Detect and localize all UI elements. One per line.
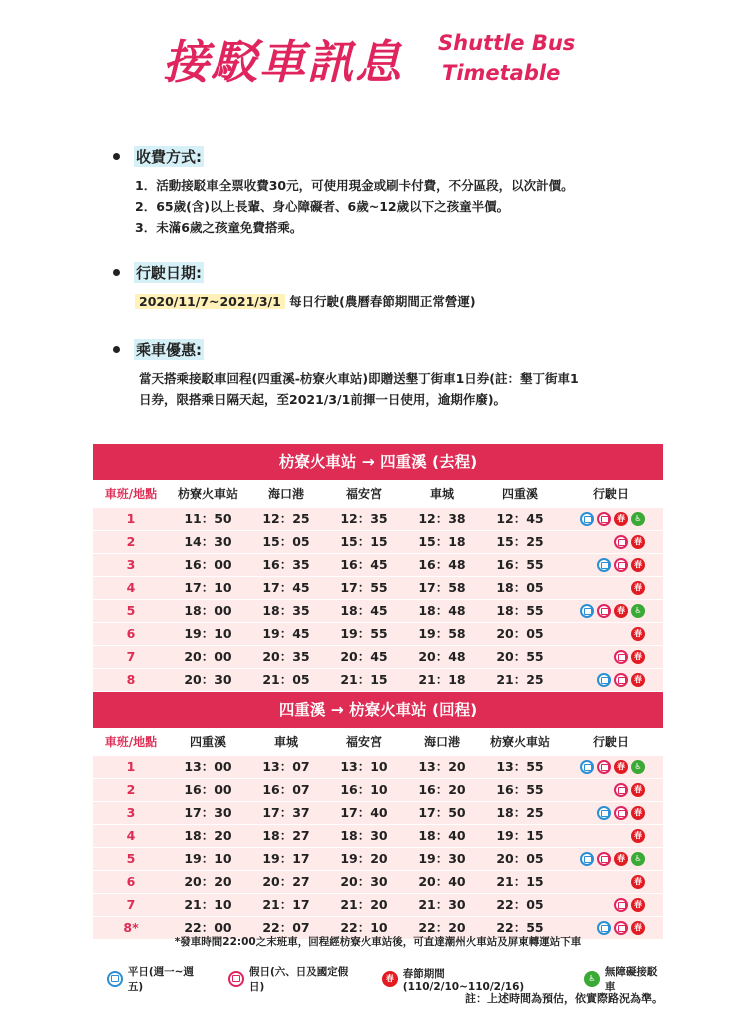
time-cell: 16：48 xyxy=(418,557,466,572)
holiday-bus-icon xyxy=(614,806,628,820)
service-days xyxy=(559,554,663,576)
time-cell: 20：48 xyxy=(418,649,466,664)
table-row xyxy=(93,669,663,692)
spring-festival-icon: 春 xyxy=(631,783,645,797)
holiday-bus-icon xyxy=(614,921,628,935)
holiday-bus-icon xyxy=(614,650,628,664)
header-cell: 枋寮火車站 xyxy=(177,487,238,501)
time-cell: 22：20 xyxy=(418,920,466,935)
spring-festival-icon: 春 xyxy=(631,581,645,595)
accessible-icon: ♿ xyxy=(631,760,645,774)
table-row xyxy=(93,600,663,623)
time-cell: 22：05 xyxy=(496,897,544,912)
time-cell: 15：25 xyxy=(496,534,544,549)
spring-festival-icon: 春 xyxy=(631,921,645,935)
offer-line: 當天搭乘接駁車回程(四重溪-枋寮火車站)即贈送墾丁街車1日券(註：墾丁街車1 xyxy=(139,371,579,386)
time-cell: 18：00 xyxy=(184,603,232,618)
fare-title: 收費方式: xyxy=(136,148,202,166)
table-row xyxy=(93,508,663,531)
time-cell: 15：15 xyxy=(340,534,388,549)
time-cell: 16：55 xyxy=(496,782,544,797)
weekday-bus-icon xyxy=(580,604,594,618)
time-cell: 19：30 xyxy=(418,851,466,866)
spring-festival-icon: 春 xyxy=(631,829,645,843)
spring-festival-icon: 春 xyxy=(614,852,628,866)
time-cell: 16：45 xyxy=(340,557,388,572)
service-days xyxy=(559,894,663,916)
time-cell: 17：10 xyxy=(184,580,232,595)
trip-number: 1 xyxy=(126,759,136,774)
accessible-icon: ♿ xyxy=(631,512,645,526)
last-bus-note: *發車時間22:00之末班車，回程經枋寮火車站後，可直達潮州火車站及屏東轉運站下車 xyxy=(174,936,582,948)
weekday-bus-icon xyxy=(580,512,594,526)
holiday-bus-icon xyxy=(597,760,611,774)
time-cell: 21：30 xyxy=(418,897,466,912)
holiday-bus-icon xyxy=(614,535,628,549)
time-cell: 19：45 xyxy=(262,626,310,641)
table-row xyxy=(93,894,663,917)
time-cell: 15：18 xyxy=(418,534,466,549)
time-cell: 17：40 xyxy=(340,805,388,820)
time-cell: 20：05 xyxy=(496,626,544,641)
holiday-bus-icon xyxy=(614,898,628,912)
time-cell: 18：40 xyxy=(418,828,466,843)
trip-number: 8 xyxy=(126,672,136,687)
time-cell: 20：35 xyxy=(262,649,310,664)
time-cell: 17：50 xyxy=(418,805,466,820)
operation-title: 行駛日期: xyxy=(136,264,202,282)
time-cell: 16：20 xyxy=(418,782,466,797)
subtitle-line-1: Shuttle Bus xyxy=(438,31,576,55)
service-days xyxy=(559,508,663,530)
header-cell: 車城 xyxy=(273,735,298,749)
time-cell: 18：20 xyxy=(184,828,232,843)
time-cell: 22：00 xyxy=(184,920,232,935)
header-cell: 四重溪 xyxy=(189,735,226,749)
time-cell: 19：17 xyxy=(262,851,310,866)
table-row xyxy=(93,531,663,554)
trip-number: 4 xyxy=(126,580,136,595)
time-cell: 16：00 xyxy=(184,557,232,572)
time-cell: 18：45 xyxy=(340,603,388,618)
service-days xyxy=(559,825,663,847)
time-cell: 20：45 xyxy=(340,649,388,664)
trip-number: 4 xyxy=(126,828,136,843)
inbound-table-title: 四重溪 → 枋寮火車站 (回程) xyxy=(93,692,663,728)
time-cell: 22：55 xyxy=(496,920,544,935)
spring-festival-icon: 春 xyxy=(614,760,628,774)
offer-title: 乘車優惠: xyxy=(136,341,202,359)
spring-festival-icon: 春 xyxy=(631,875,645,889)
time-cell: 12：45 xyxy=(496,511,544,526)
time-cell: 16：07 xyxy=(262,782,310,797)
legend-spring xyxy=(382,966,564,993)
time-cell: 21：15 xyxy=(340,672,388,687)
subtitle-line-2: Timetable xyxy=(442,61,561,85)
header-cell: 行駛日 xyxy=(592,735,629,749)
operation-desc: 每日行駛(農曆春節期間正常營運) xyxy=(289,294,476,309)
time-cell: 18：25 xyxy=(496,805,544,820)
header-cell: 枋寮火車站 xyxy=(489,735,550,749)
accessible-icon: ♿ xyxy=(584,971,600,987)
inbound-rows xyxy=(93,756,663,940)
inbound-table-header xyxy=(93,728,663,756)
trip-number: 3 xyxy=(126,557,136,572)
table-row xyxy=(93,623,663,646)
holiday-bus-icon xyxy=(614,783,628,797)
time-cell: 17：37 xyxy=(262,805,310,820)
service-days xyxy=(559,779,663,801)
outbound-table-header xyxy=(93,480,663,508)
trip-number: 1 xyxy=(126,511,136,526)
legend-label: 假日(六、日及國定假日) xyxy=(248,966,349,993)
header-cell: 四重溪 xyxy=(501,487,538,501)
time-cell: 17：45 xyxy=(262,580,310,595)
time-cell: 18：05 xyxy=(496,580,544,595)
service-days xyxy=(559,531,663,553)
outbound-table-title: 枋寮火車站 → 四重溪 (去程) xyxy=(93,444,663,480)
time-cell: 20：40 xyxy=(418,874,466,889)
time-cell: 15：05 xyxy=(262,534,310,549)
bullet-icon xyxy=(113,153,120,160)
header-cell: 海口港 xyxy=(423,735,460,749)
legend-label: 無障礙接駁車 xyxy=(604,966,658,993)
spring-festival-icon: 春 xyxy=(382,971,398,987)
time-cell: 21：25 xyxy=(496,672,544,687)
trip-number: 3 xyxy=(126,805,136,820)
spring-festival-icon: 春 xyxy=(631,627,645,641)
time-cell: 19：10 xyxy=(184,626,232,641)
time-cell: 18：35 xyxy=(262,603,310,618)
table-row xyxy=(93,646,663,669)
trip-number: 6 xyxy=(126,874,136,889)
time-cell: 21：18 xyxy=(418,672,466,687)
time-cell: 16：10 xyxy=(340,782,388,797)
bullet-icon xyxy=(113,346,120,353)
trip-number: 6 xyxy=(126,626,136,641)
service-days xyxy=(559,848,663,870)
holiday-bus-icon xyxy=(597,604,611,618)
footnote: 註：上述時間為預估，依實際路況為準。 xyxy=(465,992,663,1005)
fare-item: 2．65歲(含)以上長輩、身心障礙者、6歲~12歲以下之孩童半價。 xyxy=(135,199,510,214)
trip-number: 5 xyxy=(126,603,136,618)
header xyxy=(0,18,738,98)
time-cell: 12：35 xyxy=(340,511,388,526)
service-days xyxy=(559,871,663,893)
fare-section xyxy=(113,146,574,238)
time-cell: 18：30 xyxy=(340,828,388,843)
header-cell: 福安宮 xyxy=(345,487,382,501)
time-cell: 17：58 xyxy=(418,580,466,595)
time-cell: 19：20 xyxy=(340,851,388,866)
spring-festival-icon: 春 xyxy=(631,673,645,687)
time-cell: 17：30 xyxy=(184,805,232,820)
time-cell: 20：05 xyxy=(496,851,544,866)
spring-festival-icon: 春 xyxy=(631,535,645,549)
table-row xyxy=(93,779,663,802)
time-cell: 20：30 xyxy=(184,672,232,687)
holiday-bus-icon xyxy=(597,852,611,866)
weekday-bus-icon xyxy=(597,806,611,820)
operation-section xyxy=(113,262,476,312)
table-row xyxy=(93,554,663,577)
time-cell: 21：17 xyxy=(262,897,310,912)
trip-number: 7 xyxy=(126,897,136,912)
time-cell: 18：55 xyxy=(496,603,544,618)
header-cell: 車班/地點 xyxy=(104,735,158,749)
time-cell: 12：25 xyxy=(262,511,310,526)
header-cell: 行駛日 xyxy=(592,487,629,501)
time-cell: 19：15 xyxy=(496,828,544,843)
time-cell: 16：35 xyxy=(262,557,310,572)
holiday-bus-icon xyxy=(614,558,628,572)
outbound-rows xyxy=(93,508,663,692)
weekday-bus-icon xyxy=(580,852,594,866)
trip-number: 7 xyxy=(126,649,136,664)
time-cell: 19：58 xyxy=(418,626,466,641)
header-cell: 海口港 xyxy=(267,487,304,501)
weekday-bus-icon xyxy=(580,760,594,774)
spring-festival-icon: 春 xyxy=(631,806,645,820)
accessible-icon: ♿ xyxy=(631,852,645,866)
time-cell: 21：20 xyxy=(340,897,388,912)
time-cell: 17：55 xyxy=(340,580,388,595)
table-row xyxy=(93,577,663,600)
time-cell: 19：10 xyxy=(184,851,232,866)
time-cell: 20：30 xyxy=(340,874,388,889)
time-cell: 19：55 xyxy=(340,626,388,641)
page-subtitle xyxy=(438,28,575,88)
legend-label: 平日(週一~週五) xyxy=(127,966,194,993)
header-cell: 車班/地點 xyxy=(104,487,158,501)
offer-section xyxy=(113,339,579,410)
weekday-bus-icon xyxy=(597,558,611,572)
service-days xyxy=(559,756,663,778)
time-cell: 13：07 xyxy=(262,759,310,774)
offer-line: 日券，限搭乘日隔天起，至2021/3/1前揮一日使用，逾期作廢)。 xyxy=(139,392,507,407)
spring-festival-icon: 春 xyxy=(614,604,628,618)
time-cell: 14：30 xyxy=(184,534,232,549)
holiday-bus-icon xyxy=(597,512,611,526)
time-cell: 13：55 xyxy=(496,759,544,774)
time-cell: 13：10 xyxy=(340,759,388,774)
table-row xyxy=(93,848,663,871)
bullet-icon xyxy=(113,269,120,276)
outbound-table xyxy=(93,444,663,692)
service-days xyxy=(559,623,663,645)
weekday-bus-icon xyxy=(597,921,611,935)
page-title: 接駁車訊息 xyxy=(163,35,403,89)
operation-dates: 2020/11/7~2021/3/1 xyxy=(135,294,285,309)
fare-item: 3．未滿6歲之孩童免費搭乘。 xyxy=(135,220,303,235)
time-cell: 18：48 xyxy=(418,603,466,618)
time-cell: 16：00 xyxy=(184,782,232,797)
trip-number: 5 xyxy=(126,851,136,866)
weekday-bus-icon xyxy=(107,971,123,987)
service-days xyxy=(559,577,663,599)
trip-number: 8* xyxy=(123,920,139,935)
trip-number: 2 xyxy=(126,534,136,549)
spring-festival-icon: 春 xyxy=(631,898,645,912)
service-days xyxy=(559,646,663,668)
table-row xyxy=(93,756,663,779)
service-days xyxy=(559,802,663,824)
trip-number: 2 xyxy=(126,782,136,797)
time-cell: 13：20 xyxy=(418,759,466,774)
time-cell: 13：00 xyxy=(184,759,232,774)
table-row xyxy=(93,871,663,894)
time-cell: 20：20 xyxy=(184,874,232,889)
time-cell: 22：07 xyxy=(262,920,310,935)
time-cell: 11：50 xyxy=(184,511,232,526)
spring-festival-icon: 春 xyxy=(631,650,645,664)
table-row xyxy=(93,802,663,825)
holiday-bus-icon xyxy=(614,673,628,687)
holiday-bus-icon xyxy=(228,971,244,987)
fare-item: 1．活動接駁車全票收費30元，可使用現金或刷卡付費，不分區段，以次計價。 xyxy=(135,178,574,193)
time-cell: 20：27 xyxy=(262,874,310,889)
spring-festival-icon: 春 xyxy=(631,558,645,572)
weekday-bus-icon xyxy=(597,673,611,687)
spring-festival-icon: 春 xyxy=(614,512,628,526)
time-cell: 21：05 xyxy=(262,672,310,687)
time-cell: 20：00 xyxy=(184,649,232,664)
time-cell: 20：55 xyxy=(496,649,544,664)
legend-label: 春節期間(110/2/10~110/2/16) xyxy=(402,967,525,993)
time-cell: 18：27 xyxy=(262,828,310,843)
inbound-table xyxy=(93,692,663,940)
time-cell: 22：10 xyxy=(340,920,388,935)
service-days xyxy=(559,600,663,622)
table-row xyxy=(93,825,663,848)
header-cell: 福安宮 xyxy=(345,735,382,749)
time-cell: 16：55 xyxy=(496,557,544,572)
time-cell: 21：10 xyxy=(184,897,232,912)
header-cell: 車城 xyxy=(429,487,454,501)
time-cell: 21：15 xyxy=(496,874,544,889)
time-cell: 12：38 xyxy=(418,511,466,526)
service-days xyxy=(559,669,663,691)
accessible-icon: ♿ xyxy=(631,604,645,618)
